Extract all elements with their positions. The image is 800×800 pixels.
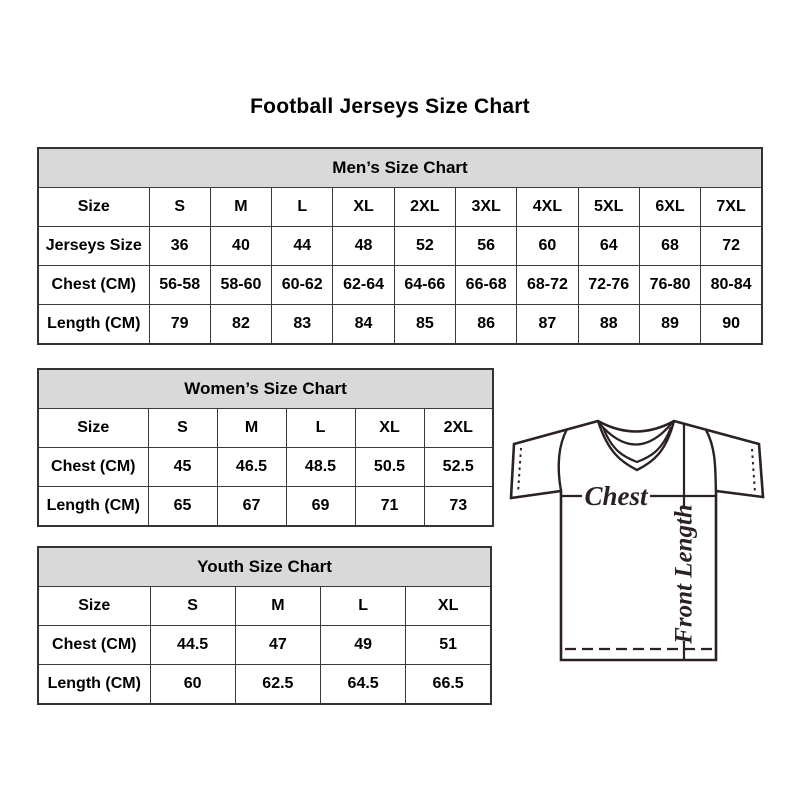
table-cell: 82 (210, 305, 271, 345)
table-cell: 76-80 (639, 266, 700, 305)
table-cell: 48 (333, 227, 394, 266)
table-cell: 40 (210, 227, 271, 266)
row-label: Size (38, 188, 149, 227)
table-cell: 72-76 (578, 266, 639, 305)
table-row (38, 227, 762, 266)
chest-label: Chest (584, 481, 648, 511)
table-cell: 49 (321, 626, 406, 665)
table-row (38, 188, 762, 227)
table-cell: 90 (701, 305, 762, 345)
table-cell: 7XL (701, 188, 762, 227)
table-cell: 67 (217, 487, 286, 527)
table-cell: 2XL (394, 188, 455, 227)
table-row (38, 587, 491, 626)
mens-size-table (37, 147, 763, 345)
table-cell: 58-60 (210, 266, 271, 305)
table-title: Women’s Size Chart (38, 369, 493, 409)
table-title-row (38, 547, 491, 587)
table-cell: M (235, 587, 320, 626)
table-cell: S (149, 188, 210, 227)
table-cell: XL (355, 409, 424, 448)
table-cell: L (272, 188, 333, 227)
row-label: Jerseys Size (38, 227, 149, 266)
left-cuff-dotted-line (518, 448, 521, 493)
table-row (38, 266, 762, 305)
table-cell: 45 (148, 448, 217, 487)
table-cell: 4XL (517, 188, 578, 227)
row-label: Chest (CM) (38, 448, 148, 487)
table-cell: 68-72 (517, 266, 578, 305)
table-row (38, 305, 762, 345)
table-cell: 72 (701, 227, 762, 266)
table-cell: 46.5 (217, 448, 286, 487)
table-title: Men’s Size Chart (38, 148, 762, 188)
table-title: Youth Size Chart (38, 547, 491, 587)
row-label: Length (CM) (38, 665, 150, 705)
table-cell: 69 (286, 487, 355, 527)
table-cell: 56 (455, 227, 516, 266)
row-label: Chest (CM) (38, 266, 149, 305)
table-cell: 66.5 (406, 665, 491, 705)
table-cell: 5XL (578, 188, 639, 227)
table-cell: 62-64 (333, 266, 394, 305)
table-cell: 64.5 (321, 665, 406, 705)
row-label: Size (38, 409, 148, 448)
jersey-measurement-diagram (500, 406, 782, 670)
table-cell: 73 (424, 487, 493, 527)
table-cell: 87 (517, 305, 578, 345)
table-row (38, 626, 491, 665)
table-cell: 80-84 (701, 266, 762, 305)
table-cell: 36 (149, 227, 210, 266)
table-cell: S (148, 409, 217, 448)
table-cell: 60 (517, 227, 578, 266)
table-cell: 71 (355, 487, 424, 527)
row-label: Chest (CM) (38, 626, 150, 665)
front-length-label: Front Length (670, 504, 698, 644)
table-cell: L (321, 587, 406, 626)
table-cell: 48.5 (286, 448, 355, 487)
table-cell: 86 (455, 305, 516, 345)
table-cell: 44 (272, 227, 333, 266)
table-cell: 89 (639, 305, 700, 345)
left-armhole-seam (559, 429, 567, 491)
table-cell: 88 (578, 305, 639, 345)
table-cell: 65 (148, 487, 217, 527)
table-cell: M (217, 409, 286, 448)
table-cell: 52 (394, 227, 455, 266)
womens-size-table (37, 368, 494, 527)
table-title-row (38, 148, 762, 188)
table-cell: S (150, 587, 235, 626)
jersey-outline (511, 421, 763, 660)
table-cell: 51 (406, 626, 491, 665)
table-row (38, 448, 493, 487)
table-cell: L (286, 409, 355, 448)
table-cell: 85 (394, 305, 455, 345)
table-cell: 84 (333, 305, 394, 345)
table-cell: 62.5 (235, 665, 320, 705)
row-label: Length (CM) (38, 305, 149, 345)
table-cell: M (210, 188, 271, 227)
table-cell: 83 (272, 305, 333, 345)
table-cell: XL (406, 587, 491, 626)
table-cell: XL (333, 188, 394, 227)
table-title-row (38, 369, 493, 409)
table-row (38, 409, 493, 448)
right-cuff-dotted-line (752, 449, 755, 493)
table-row (38, 487, 493, 527)
table-cell: 79 (149, 305, 210, 345)
table-cell: 50.5 (355, 448, 424, 487)
table-cell: 52.5 (424, 448, 493, 487)
table-cell: 44.5 (150, 626, 235, 665)
table-cell: 6XL (639, 188, 700, 227)
row-label: Length (CM) (38, 487, 148, 527)
table-cell: 56-58 (149, 266, 210, 305)
table-cell: 64-66 (394, 266, 455, 305)
page-title: Football Jerseys Size Chart (250, 95, 530, 118)
table-row (38, 665, 491, 705)
table-cell: 68 (639, 227, 700, 266)
table-cell: 66-68 (455, 266, 516, 305)
right-armhole-seam (706, 430, 716, 491)
table-cell: 64 (578, 227, 639, 266)
table-cell: 3XL (455, 188, 516, 227)
table-cell: 60 (150, 665, 235, 705)
table-cell: 47 (235, 626, 320, 665)
row-label: Size (38, 587, 150, 626)
table-cell: 2XL (424, 409, 493, 448)
youth-size-table (37, 546, 492, 705)
table-cell: 60-62 (272, 266, 333, 305)
